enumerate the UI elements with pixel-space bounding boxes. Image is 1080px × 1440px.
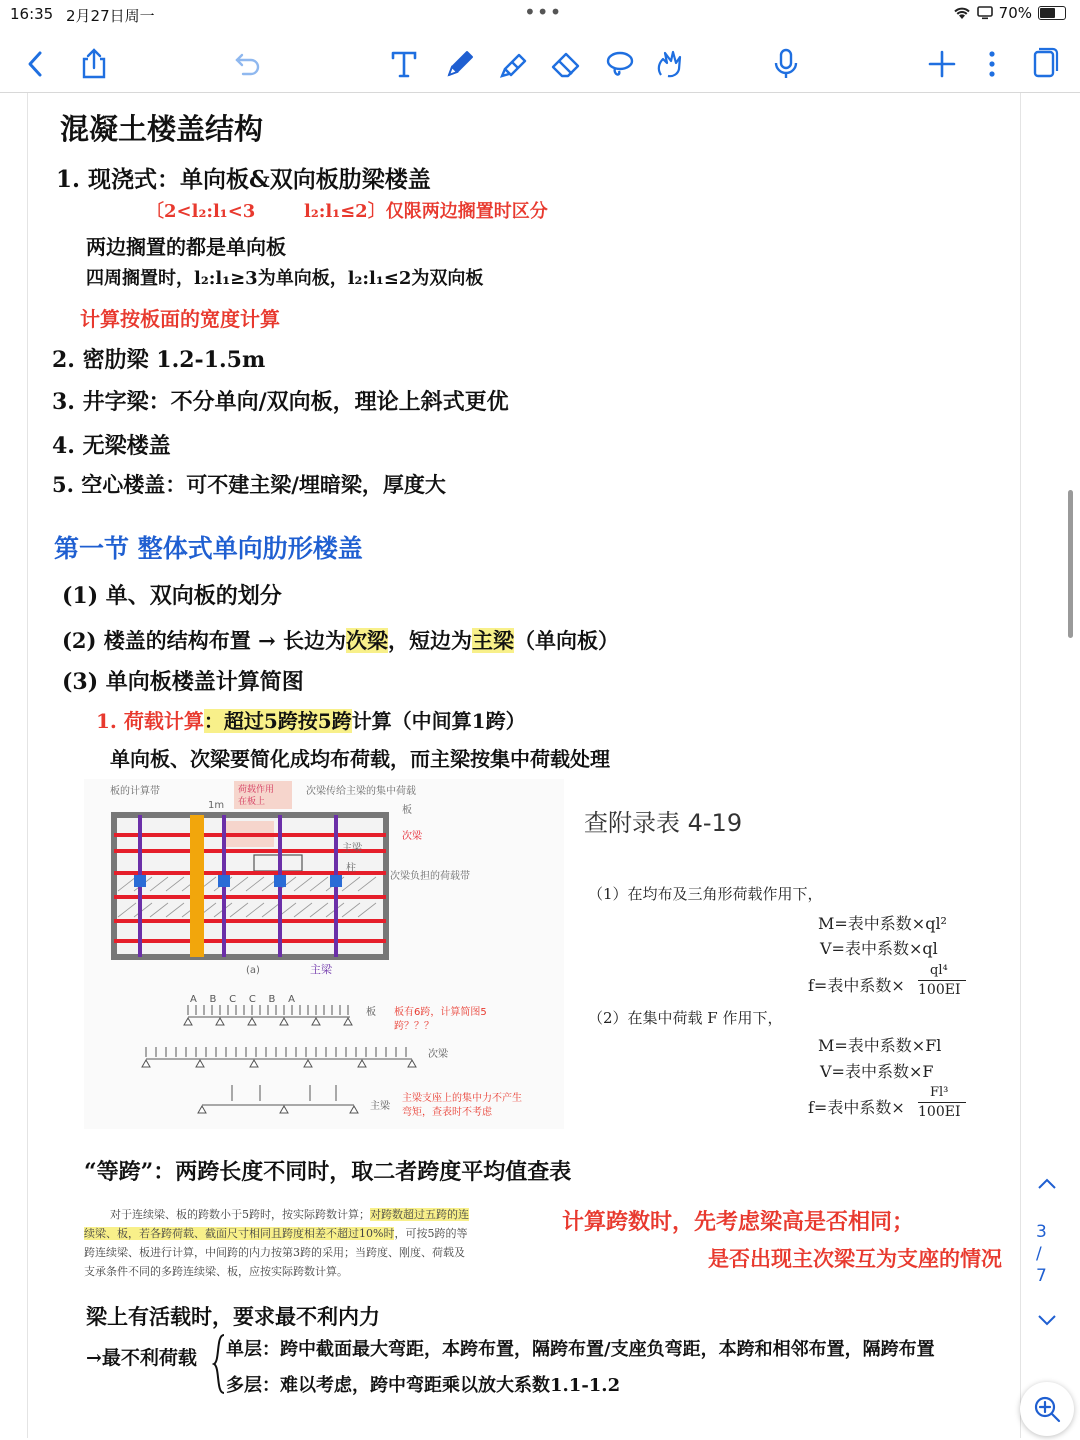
more-button[interactable] [972, 44, 1012, 84]
pen-tool[interactable] [440, 44, 480, 84]
load-line [96, 705, 526, 734]
sub-2-a: (2) 楼盖的结构布置 → 长边为 [62, 628, 347, 653]
sub-2-e: （单向板） [514, 628, 620, 653]
page-up-button[interactable] [1036, 1176, 1058, 1196]
red-note-2: 是否出现主次梁互为支座的情况 [708, 1246, 1002, 1271]
add-button[interactable] [922, 44, 962, 84]
lasso-tool-icon [603, 47, 637, 81]
item-4: 4. 无梁楼盖 [52, 433, 171, 459]
chevron-up-icon [1036, 1176, 1058, 1192]
fig-letters: A B C C B A [190, 994, 295, 1005]
item-3: 3. 井字梁：不分单向/双向板，理论上斜式更优 [52, 389, 509, 415]
highlighter-tool[interactable] [494, 44, 534, 84]
fig-row3-note-2: 弯矩，查表时不考虑 [402, 1107, 492, 1118]
table-ref-title: 查附录表 4-19 [584, 809, 743, 837]
zoom-button[interactable] [1020, 1382, 1074, 1436]
pink-note-2: 在板上 [238, 797, 266, 807]
fig-strip-label: 板的计算带 [110, 786, 160, 797]
back-button[interactable] [16, 44, 56, 84]
note-page[interactable] [27, 93, 1021, 1438]
sub-2-d: 主梁 [472, 628, 515, 653]
fig-1m: 1m [208, 800, 225, 811]
shapes-tool-icon [653, 47, 687, 81]
load-highlight: ：超过5跨按5跨 [203, 709, 352, 733]
fig-ban: 板 [402, 805, 412, 816]
load-rest: 计算（中间算1跨） [351, 709, 526, 733]
textbook-p1h: 对跨数超过五跨的连 [370, 1208, 469, 1221]
toolbar [0, 36, 1080, 93]
red-note-1: 计算跨数时，先考虑梁高是否相同； [562, 1209, 915, 1235]
sub-1: (1) 单、双向板的划分 [62, 583, 282, 609]
textbook-excerpt [84, 1205, 534, 1281]
more-icon [975, 47, 1009, 81]
item-1-red-a: 〔2<l₂:l₁<3 [146, 201, 256, 222]
item-1: 1. 现浇式：单向板&双向板肋梁楼盖 [56, 166, 431, 193]
share-icon [77, 47, 111, 81]
fig-row3-label: 主梁 [370, 1101, 390, 1112]
table-ref-f5: V=表中系数×F [820, 1062, 934, 1081]
fig-row2-label: 次梁 [428, 1049, 448, 1060]
page-total: 7 [1036, 1266, 1047, 1286]
load-red: 1. 荷载计算 [96, 709, 204, 733]
lasso-tool[interactable] [600, 44, 640, 84]
table-ref-f6a: f=表中系数× [808, 1098, 905, 1117]
wifi-icon [953, 6, 971, 20]
sub-3: (3) 单向板楼盖计算简图 [62, 669, 304, 695]
single-layer-note: 单层：跨中截面最大弯距，本跨布置，隔跨布置/支座负弯距，本跨和相邻布置，隔跨布置 [226, 1339, 935, 1360]
page-current: 3 [1036, 1222, 1047, 1242]
equal-span-note: “等跨”：两跨长度不同时，取二者跨度平均值查表 [84, 1159, 572, 1185]
textbook-line-1 [84, 1205, 534, 1224]
status-bar [0, 0, 1080, 30]
item-2: 2. 密肋梁 1.2-1.5m [52, 347, 266, 373]
textbook-p2h: 续梁、板，若各跨荷载、截面尺寸相同且跨度相差不超过10%时 [84, 1227, 395, 1240]
item-5: 5. 空心楼盖：可不建主梁/埋暗梁，厚度大 [52, 472, 446, 497]
table-ref-f3a: f=表中系数× [808, 976, 905, 995]
status-date: 2月27日周一 [66, 7, 155, 25]
undo-icon [231, 47, 265, 81]
highlighter-tool-icon [497, 47, 531, 81]
sub-2-b: 次梁 [346, 628, 389, 653]
pink-note-1: 荷载作用 [238, 785, 275, 795]
battery-fill [1040, 8, 1055, 18]
table-ref-f1: M=表中系数×ql² [818, 914, 947, 933]
screen-lock-icon [977, 6, 993, 20]
load-sub: 单向板、次梁要简化成均布荷载，而主梁按集中荷载处理 [110, 747, 610, 771]
pages-icon [1027, 47, 1061, 81]
fig-main-beam: 主梁 [310, 963, 332, 976]
eraser-tool-icon [549, 47, 583, 81]
text-tool[interactable] [384, 44, 424, 84]
fig-conc-label: 次梁传给主梁的集中荷载 [306, 786, 416, 797]
section-title: 第一节 整体式单向肋形楼盖 [54, 534, 363, 563]
fig-zhu: 柱 [346, 863, 356, 874]
table-ref-f3d: 100EI [918, 982, 961, 998]
table-ref-f6d: 100EI [918, 1104, 961, 1120]
share-button[interactable] [74, 44, 114, 84]
fig-row3-note-1: 主梁支座上的集中力不产生 [402, 1093, 522, 1104]
table-ref-l1: （1）在均布及三角形荷载作用下， [588, 885, 823, 903]
textbook-line-2 [84, 1224, 534, 1243]
fig-band: 次梁负担的荷载带 [390, 871, 470, 882]
item-1-sub1: 两边搁置的都是单向板 [86, 235, 286, 259]
microphone-icon [769, 47, 803, 81]
scrollbar-thumb[interactable] [1068, 490, 1073, 638]
status-time: 16:35 [10, 5, 54, 23]
item-1-red-b: l₂:l₁≤2〕仅限两边搁置时区分 [304, 201, 548, 222]
status-right [953, 4, 1066, 22]
page-slash: / [1036, 1244, 1042, 1264]
fig-row1-note-1: 板有6跨，计算简图5 [394, 1007, 487, 1018]
fig-row1-label: 板 [366, 1007, 376, 1018]
brace-icon [212, 1333, 226, 1395]
fig-zhuliang: 主梁 [342, 843, 362, 854]
eraser-tool[interactable] [546, 44, 586, 84]
battery-percent: 70% [998, 4, 1032, 22]
pen-tool-icon [443, 47, 477, 81]
table-ref-f3-bar [918, 980, 966, 981]
zoom-in-icon [1032, 1394, 1062, 1424]
chevron-down-icon [1036, 1312, 1058, 1328]
table-ref-f6-bar [918, 1102, 966, 1103]
microphone-button[interactable] [766, 44, 806, 84]
battery-icon [1038, 6, 1066, 20]
floor-plan-figure [84, 779, 564, 1129]
fig-cili: 次梁 [402, 831, 422, 842]
table-ref-f2: V=表中系数×ql [820, 939, 938, 958]
page-down-button[interactable] [1036, 1312, 1058, 1332]
add-icon [925, 47, 959, 81]
back-chevron-icon [19, 47, 53, 81]
sub-2 [62, 625, 619, 655]
textbook-p1: 对于连续梁、板的跨数小于5跨时，按实际跨数计算； [110, 1208, 370, 1221]
sub-2-c: ，短边为 [388, 628, 473, 653]
textbook-line-3: 跨连续梁、板进行计算，中间跨的内力按第3跨的采用；当跨度、刚度、荷载及 [84, 1246, 465, 1259]
multitask-dots[interactable]: ••• [524, 0, 563, 24]
fig-row1-note-2: 跨？？？ [394, 1021, 434, 1032]
multi-layer-note: 多层：难以考虑，跨中弯距乘以放大系数1.1-1.2 [226, 1375, 621, 1396]
item-1-red-note: 计算按板面的宽度计算 [80, 307, 280, 331]
pages-button[interactable] [1024, 44, 1064, 84]
shapes-tool[interactable] [650, 44, 690, 84]
textbook-line-4: 支承条件不同的多跨连续梁、板，应按实际跨数计算。 [84, 1265, 348, 1278]
note-title: 混凝土楼盖结构 [60, 112, 264, 146]
table-ref-f4: M=表中系数×Fl [818, 1036, 942, 1055]
table-ref-l2: （2）在集中荷载 F 作用下， [588, 1009, 783, 1027]
table-ref-f3n: ql⁴ [930, 963, 948, 978]
undo-button[interactable] [228, 44, 268, 84]
live-load-note: 梁上有活载时，要求最不利内力 [86, 1304, 380, 1329]
item-1-sub2: 四周搁置时，l₂:l₁≥3为单向板，l₂:l₁≤2为双向板 [86, 268, 484, 289]
fig-a: (a) [246, 965, 260, 976]
worst-load: →最不利荷载 [86, 1347, 197, 1369]
textbook-p2: ，可按5跨的等 [394, 1227, 468, 1240]
table-ref-f6n: Fl³ [930, 1085, 949, 1100]
text-tool-icon [387, 47, 421, 81]
